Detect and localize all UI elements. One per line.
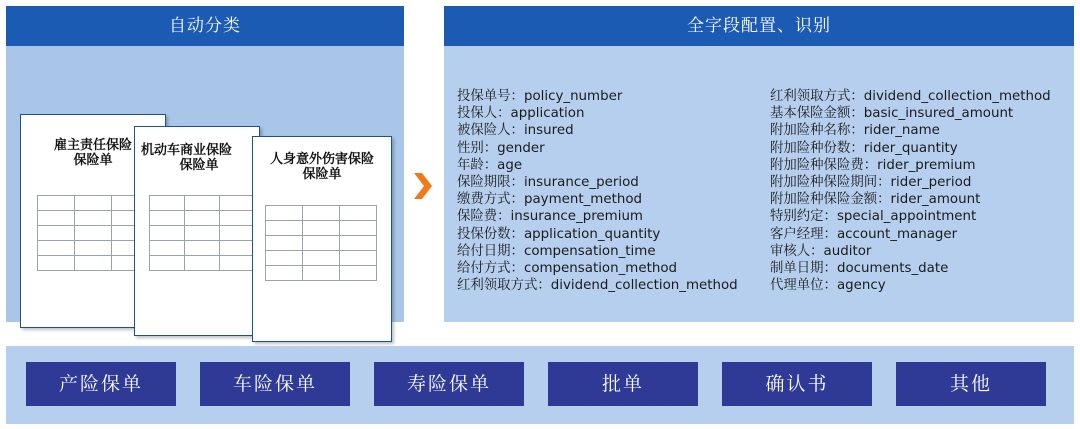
auto-classify-panel <box>6 6 404 322</box>
document-motor-vehicle <box>134 126 260 336</box>
field-item: 客户经理：account_manager <box>770 226 958 242</box>
field-item: 附加险种保险金额：rider_amount <box>770 192 981 208</box>
field-item: 附加险种保险期间：rider_period <box>770 175 972 191</box>
field-item: 被保险人：insured <box>457 123 574 139</box>
field-item: 代理单位：agency <box>770 278 886 294</box>
field-item: 给付日期：compensation_time <box>457 243 656 259</box>
field-item: 附加险种名称：rider_name <box>770 123 940 139</box>
category-auto-policy[interactable]: 车险保单 <box>200 362 350 406</box>
field-item: 制单日期：documents_date <box>770 261 949 277</box>
field-item: 缴费方式：payment_method <box>457 192 643 208</box>
chevron-right-icon <box>414 173 432 199</box>
document-table <box>265 205 377 281</box>
document-title-line2: 保险单 <box>179 157 219 172</box>
field-item: 投保份数：application_quantity <box>457 226 661 242</box>
field-item: 保险期限：insurance_period <box>457 175 639 191</box>
field-item: 附加险种保险费：rider_premium <box>770 157 976 173</box>
field-item: 年龄：age <box>457 157 523 173</box>
document-table <box>149 195 255 271</box>
category-confirmation[interactable]: 确认书 <box>722 362 872 406</box>
document-title-line1: 雇主责任保险 <box>53 137 132 152</box>
document-title-line1: 人身意外伤害保险 <box>269 151 374 166</box>
field-item: 投保人：application <box>457 106 585 122</box>
field-item: 性别：gender <box>457 140 545 156</box>
document-personal-accident <box>252 136 392 342</box>
document-title-line1: 机动车商业保险 <box>141 142 233 157</box>
category-life-policy[interactable]: 寿险保单 <box>374 362 524 406</box>
field-item: 投保单号：policy_number <box>457 89 623 104</box>
field-item: 特别约定：special_appointment <box>770 209 977 225</box>
category-endorsement[interactable]: 批单 <box>548 362 698 406</box>
field-item: 红利领取方式：dividend_collection_method <box>770 89 1051 104</box>
document-title-line2: 保险单 <box>302 166 342 181</box>
field-config-title: 全字段配置、识别 <box>444 6 1074 46</box>
field-item: 红利领取方式：dividend_collection_method <box>457 278 738 294</box>
auto-classify-title: 自动分类 <box>6 6 404 46</box>
field-item: 给付方式：compensation_method <box>457 261 678 277</box>
category-other[interactable]: 其他 <box>896 362 1046 406</box>
field-list-right <box>770 88 1051 294</box>
category-bar <box>6 346 1074 424</box>
document-table <box>37 195 149 271</box>
document-title-line2: 保险单 <box>73 152 113 167</box>
field-item: 基本保险金额：basic_insured_amount <box>770 106 1014 122</box>
field-list-left <box>457 88 738 294</box>
category-property-policy[interactable]: 产险保单 <box>26 362 176 406</box>
field-item: 附加险种份数：rider_quantity <box>770 140 958 156</box>
field-item: 保险费：insurance_premium <box>457 209 643 225</box>
field-item: 审核人：auditor <box>770 243 872 259</box>
auto-classify-body <box>6 46 404 322</box>
